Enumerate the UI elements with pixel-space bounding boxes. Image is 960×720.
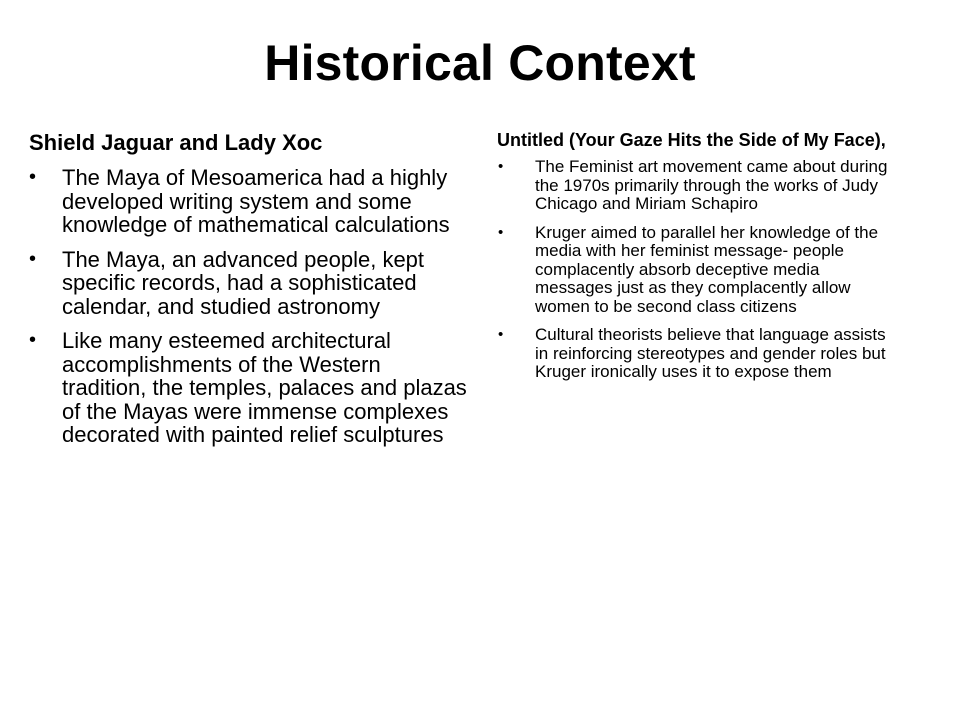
right-bullet-item xyxy=(497,158,897,214)
left-bullet-item xyxy=(29,329,469,447)
left-bullet-item xyxy=(29,166,469,237)
left-bullet-item xyxy=(29,248,469,319)
left-heading: Shield Jaguar and Lady Xoc xyxy=(29,130,323,155)
bullet-dot-icon: • xyxy=(498,158,504,175)
left-bullet-list xyxy=(29,166,469,447)
bullet-dot-icon: • xyxy=(498,326,504,343)
right-heading: Untitled (Your Gaze Hits the Side of My Face), xyxy=(497,130,886,150)
bullet-dot-icon: • xyxy=(29,247,37,270)
right-column xyxy=(497,130,897,392)
bullet-dot-icon: • xyxy=(29,166,37,188)
right-bullet-text: Kruger aimed to parallel her knowledge of the media with her feminist message- people complacently absorb deceptive media messages just as they complacently allow women to be second class citizens xyxy=(535,222,879,316)
bullet-dot-icon: • xyxy=(498,223,504,241)
bullet-dot-icon: • xyxy=(29,329,37,351)
left-bullet-text: The Maya of Mesoamerica had a highly developed writing system and some knowledge of mathematical calculations xyxy=(62,165,450,237)
left-bullet-text: Like many esteemed architectural accomplishments of the Western tradition, the temples, palaces and plazas of the Mayas were immense complexes decorated with painted relief sculptures xyxy=(62,328,467,447)
right-bullet-item xyxy=(497,224,897,317)
right-bullet-text: The Feminist art movement came about during the 1970s primarily through the works of Judy Chicago and Miriam Schapiro xyxy=(535,157,888,213)
slide-title: Historical Context xyxy=(264,35,696,91)
right-bullet-list xyxy=(497,158,897,382)
right-bullet-item xyxy=(497,326,897,382)
right-bullet-text: Cultural theorists believe that language assists in reinforcing stereotypes and gender roles but Kruger ironically uses it to expose them xyxy=(535,325,886,381)
left-bullet-text: The Maya, an advanced people, kept specific records, had a sophisticated calendar, and studied astronomy xyxy=(62,246,425,319)
left-column xyxy=(29,128,469,458)
